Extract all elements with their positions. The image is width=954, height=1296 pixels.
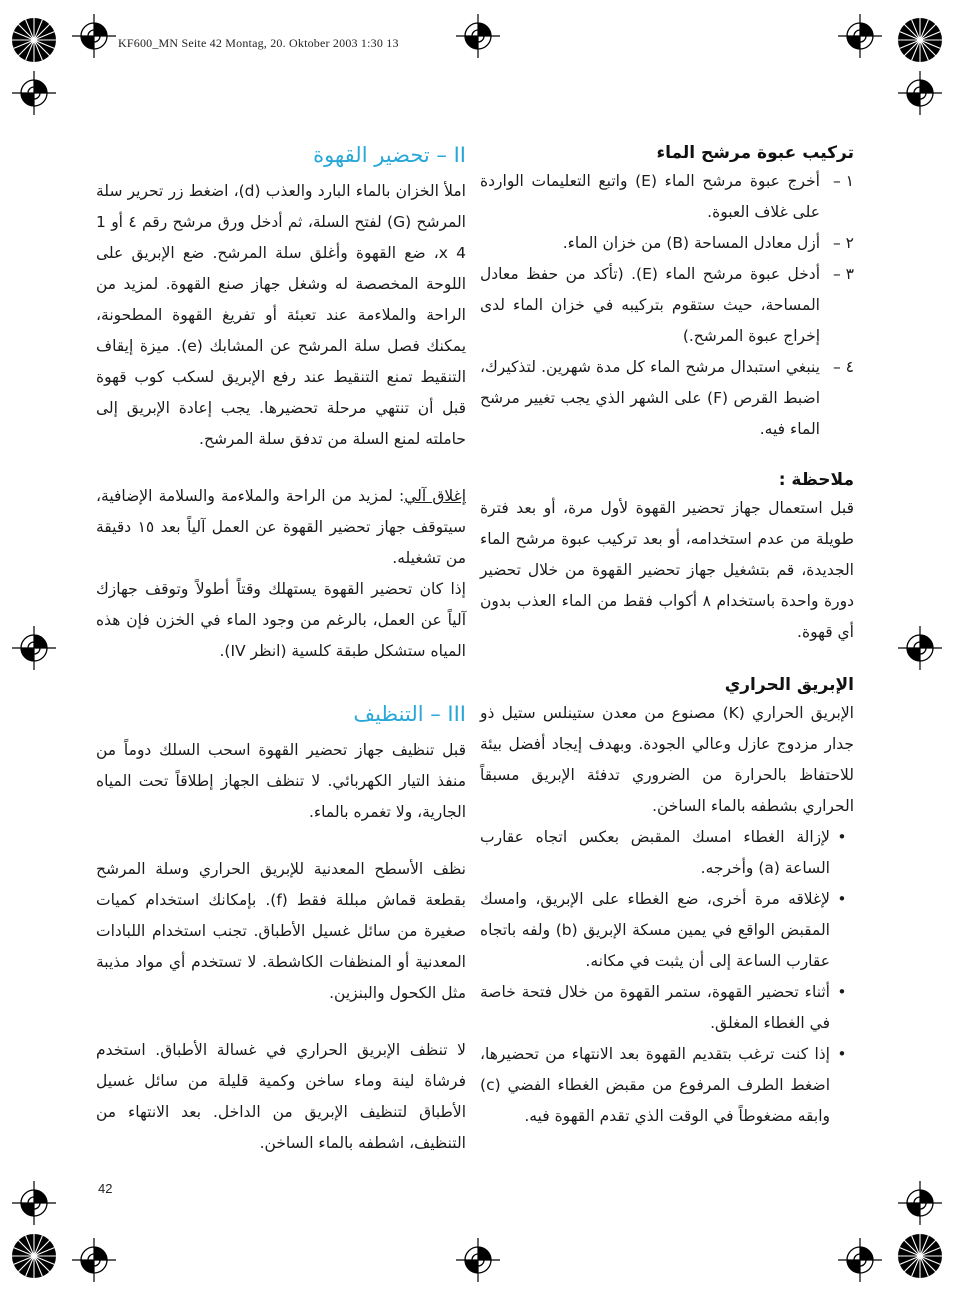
auto-off-text-2: إذا كان تحضير القهوة يستهلك وقتاً أطولاً وتوقف جهازك آلياً عن العمل، بالرغم من وجود الماء في الخزن فإن هذه المياه ستشكل طبقة كلسية (انظر IV).	[96, 580, 466, 660]
step-number: ٢ –	[832, 234, 854, 252]
bullet-text: لإغلاقه مرة أخرى، ضع الغطاء على الإبريق، وامسك المقبض الواقع في يمين مسكة الإبريق (b) ولفه باتجاه عقارب الساعة إلى أن يثبت في مكانه.	[480, 890, 830, 970]
note-heading: ملاحظة :	[778, 470, 854, 490]
filter-step	[480, 228, 854, 259]
step-number: ١ –	[832, 172, 854, 190]
cleaning-text-2: نظف الأسطح المعدنية للإبريق الحراري وسلة المرشح بقطعة قماش مبللة فقط (f). بإمكانك استخدام كميات صغيرة من سائل غسيل الأطباق. تجنب استخدام اللبادات المعدنية أو المنظفات الكاشطة. لا تستخدم أي مواد مذيبة مثل الكحول والبنزين.	[96, 860, 466, 1002]
auto-off-label: إغلاق آلي	[404, 487, 467, 505]
step-text: أزل معادل المساحة (B) من خزان الماء.	[562, 234, 820, 252]
filter-step	[480, 166, 854, 228]
left-column	[96, 140, 466, 1159]
bullet-text: إذا كنت ترغب بتقديم القهوة بعد الانتهاء من تحضيرها، اضغط الطرف المرفوع من مقبض الغطاء الفضي (c) وابقه مضغوطاً في الوقت الذي تقدم القهوة فيه.	[480, 1045, 830, 1125]
note-text: قبل استعمال جهاز تحضير القهوة لأول مرة، أو بعد فترة طويلة من عدم استخدامه، أو بعد تركيب عبوة مرشح الماء الجديدة، قم بتشغيل جهاز تحضير القهوة من خلال تحضير دورة واحدة باستخدام ٨ أكواب فقط من الماء العذب بدون أي قهوة.	[480, 499, 854, 641]
bullet-text: لإزالة الغطاء امسك المقبض بعكس اتجاه عقارب الساعة (a) وأخرجه.	[480, 828, 830, 877]
brewing-heading: II – تحضير القهوة	[313, 143, 466, 167]
bullet-text: أثناء تحضير القهوة، ستمر القهوة من خلال فتحة خاصة في الغطاء المغلق.	[480, 983, 830, 1032]
step-text: أدخل عبوة مرشح الماء (E). (تأكد من حفظ معادل المساحة، حيث ستقوم بتركيبه في خزان الماء لدى إخراج عبوة المرشح.)	[480, 265, 821, 345]
filter-step	[480, 259, 854, 352]
filter-steps	[480, 166, 854, 445]
list-item	[480, 1039, 854, 1132]
auto-off-paragraph	[96, 481, 466, 574]
brewing-text: املأ الخزان بالماء البارد والعذب (d)، اضغط زر تحرير سلة المرشح (G) لفتح السلة، ثم أدخل ورق مرشح رقم ٤ أو 1 x 4، ضع القهوة وأغلق سلة المرشح. ضع الإبريق على اللوحة المخصصة له وشغل جهاز صنع القهوة. لمزيد من الراحة والملاءمة عند تعبئة أو تفريغ القهوة المطحونة، يمكنك فصل سلة المرشح عن المشابك (e). ميزة إيقاف التنقيط تمنع التنقيط عند رفع الإبريق لسكب كوب قهوة قبل أن تنتهي مرحلة تحضيرها. يجب إعادة الإبريق إلى حاملته لمنع السلة من تدفق سلة المرشح.	[96, 182, 467, 448]
step-text: أخرج عبوة مرشح الماء (E) واتبع التعليمات الواردة على غلاف العبوة.	[480, 172, 820, 221]
jug-bullets	[480, 822, 854, 1132]
list-item	[480, 884, 854, 977]
step-number: ٣ –	[832, 265, 854, 283]
cleaning-text-1: قبل تنظيف جهاز تحضير القهوة اسحب السلك دوماً من منفذ التيار الكهربائي. لا تنظف الجهاز إطلاقاً تحت المياه الجارية، ولا تغمره بالماء.	[96, 741, 466, 821]
page-number: 42	[98, 1181, 113, 1196]
jug-intro: الإبريق الحراري (K) مصنوع من معدن ستينلس ستيل ذو جدار مزدوج عازل وعالي الجودة. وبهدف إيجاد أفضل بيئة للاحتفاظ بالحرارة من الضروري تدفئة الإبريق مسبقاً الحراري بشطفه بالماء الساخن.	[480, 704, 854, 815]
list-item	[480, 977, 854, 1039]
bullet-icon: •	[837, 890, 847, 908]
bullet-icon: •	[837, 1045, 847, 1063]
print-header: KF600_MN Seite 42 Montag, 20. Oktober 2003 1:30 13	[118, 36, 399, 50]
cleaning-heading: III – التنظيف	[353, 702, 466, 726]
list-item	[480, 822, 854, 884]
filter-step	[480, 352, 854, 445]
step-text: ينبغي استبدال مرشح الماء كل مدة شهرين. لتذكيرك، اضبط القرص (F) على الشهر الذي يجب تغيير مرشح الماء فيه.	[480, 358, 820, 438]
step-number: ٤ –	[832, 358, 854, 376]
right-column	[480, 140, 854, 1132]
bullet-icon: •	[837, 828, 847, 846]
jug-heading: الإبريق الحراري	[724, 675, 854, 695]
bullet-icon: •	[837, 983, 847, 1001]
auto-off-text: : لمزيد من الراحة والملاءمة والسلامة الإضافية، سيتوقف جهاز تحضير القهوة عن العمل آلياً بعد ١٥ دقيقة من تشغيله.	[96, 487, 466, 567]
cleaning-text-3: لا تنظف الإبريق الحراري في غسالة الأطباق. استخدم فرشاة لينة وماء ساخن وكمية قليلة من سائل غسيل الأطباق لتنظيف الإبريق من الداخل. بعد الانتهاء من التنظيف، اشطفه بالماء الساخن.	[96, 1041, 466, 1152]
filter-heading: تركيب عبوة مرشح الماء	[656, 143, 854, 163]
